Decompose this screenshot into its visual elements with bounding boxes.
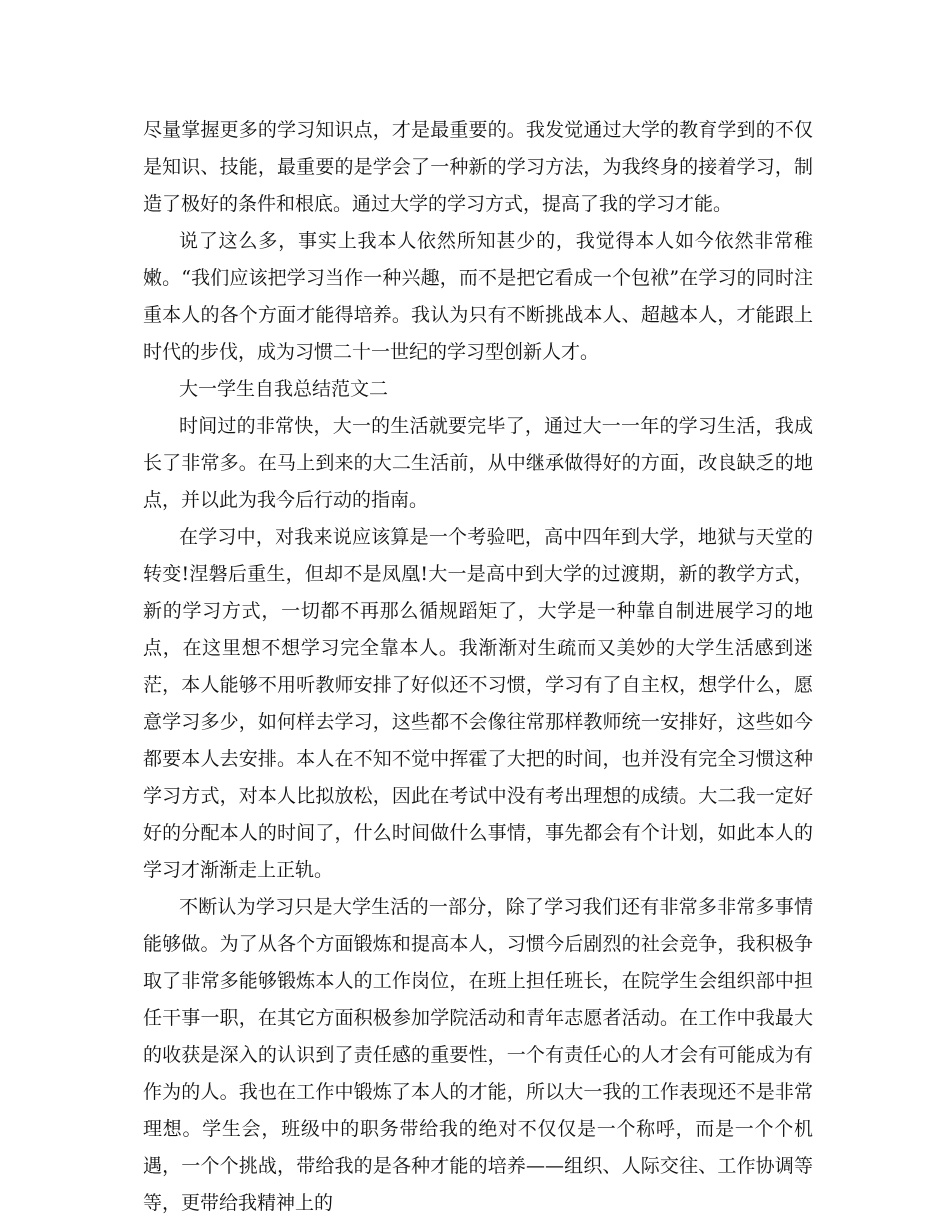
document-body (143, 112, 813, 1222)
paragraph-4: 在学习中，对我来说应该算是一个考验吧，高中四年到大学，地狱与天堂的转变!涅磐后重生，但却不是凤凰!大一是高中到大学的过渡期，新的教学方式，新的学习方式，一切都不再那么循规蹈矩了，大学是一种靠自制进展学习的地点，在这里想不想学习完全靠本人。我渐渐对生疏而又美妙的大学生活感到迷茫，本人能够不用听教师安排了好似还不习惯，学习有了自主权，想学什么，愿意学习多少，如何样去学习，这些都不会像往常那样教师统一安排好，这些如今都要本人去安排。本人在不知不觉中挥霍了大把的时间，也并没有完全习惯这种学习方式，对本人比拟放松，因此在考试中没有考出理想的成绩。大二我一定好好的分配本人的时间了，什么时间做什么事情，事先都会有个计划，如此本人的学习才渐渐走上正轨。 (143, 526, 813, 881)
paragraph-3: 时间过的非常快，大一的生活就要完毕了，通过大一一年的学习生活，我成长了非常多。在马上到来的大二生活前，从中继承做得好的方面，改良缺乏的地点，并以此为我今后行动的指南。 (143, 415, 813, 511)
paragraph-2: 说了这么多，事实上我本人依然所知甚少的，我觉得本人如今依然非常稚嫩。“我们应该把学习当作一种兴趣，而不是把它看成一个包袱”在学习的同时注重本人的各个方面才能得培养。我认为只有不断挑战本人、超越本人，才能跟上时代的步伐，成为习惯二十一世纪的学习型创新人才。 (143, 230, 813, 363)
section-heading: 大一学生自我总结范文二 (179, 378, 389, 400)
paragraph-1: 尽量掌握更多的学习知识点，才是最重要的。我发觉通过大学的教育学到的不仅是知识、技能，最重要的是学会了一种新的学习方法，为我终身的接着学习，制造了极好的条件和根底。通过大学的学习方式，提高了我的学习才能。 (143, 119, 813, 215)
paragraph-5: 不断认为学习只是大学生活的一部分，除了学习我们还有非常多非常多事情能够做。为了从各个方面锻炼和提高本人，习惯今后剧烈的社会竞争，我积极争取了非常多能够锻炼本人的工作岗位，在班上担任班长，在院学生会组织部中担任干事一职，在其它方面积极参加学院活动和青年志愿者活动。在工作中我最大的收获是深入的认识到了责任感的重要性，一个有责任心的人才会有可能成为有作为的人。我也在工作中锻炼了本人的才能，所以大一我的工作表现还不是非常理想。学生会，班级中的职务带给我的绝对不仅仅是一个称呼，而是一个个机遇，一个个挑战，带给我的是各种才能的培养——组织、人际交往、工作协调等等，更带给我精神上的 (143, 896, 813, 1214)
